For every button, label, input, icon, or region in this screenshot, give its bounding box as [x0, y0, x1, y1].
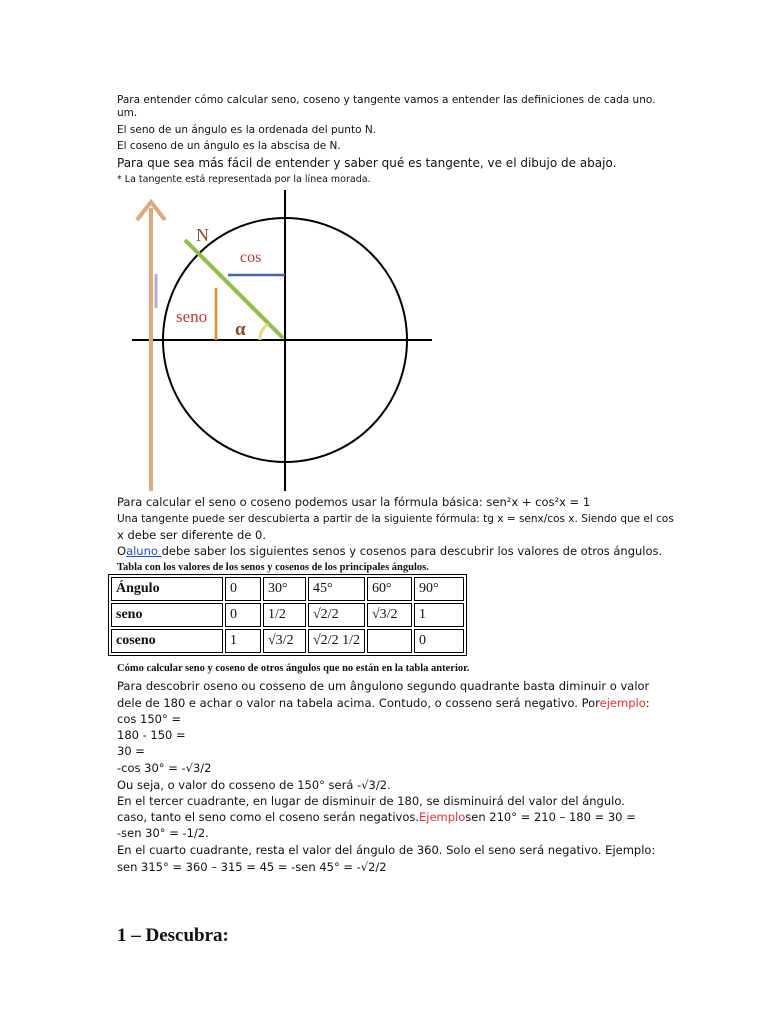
intro-line-6: * La tangente está representada por la línea morada.	[117, 174, 371, 185]
cell-coseno-45: √2/2 1/2	[308, 629, 365, 653]
unit-circle-diagram	[120, 188, 440, 494]
label-cos: cos	[240, 249, 262, 266]
label-seno: seno	[176, 307, 208, 326]
section-line-8: En el tercer cuadrante, en lugar de disminuir de 180, se disminuirá del valor del ángulo.	[117, 794, 625, 808]
formula-line-4	[117, 545, 662, 559]
intro-line-4: El coseno de un ángulo es la abscisa de N.	[117, 140, 341, 152]
section-line-7: Ou seja, o valor do cosseno de 150° será -√3/2.	[117, 778, 391, 792]
section-line-1: Para descobrir oseno ou cosseno de um ângulono segundo quadrante basta diminuir o valor	[117, 679, 650, 693]
trig-values-table	[108, 574, 467, 656]
cell-seno-0: 0	[225, 603, 261, 627]
angle-arc	[260, 324, 268, 340]
cell-seno-45: √2/2	[308, 603, 365, 627]
table-caption: Tabla con los valores de los senos y cosenos de los principales ángulos.	[117, 562, 429, 573]
section-title: Cómo calcular seno y coseno de otros ángulos que no están en la tabla anterior.	[117, 663, 470, 674]
cell-angulo-0: 0	[225, 577, 261, 601]
section-line-6: -cos 30° = -√3/2	[117, 761, 212, 775]
table-row-coseno	[111, 629, 464, 653]
formula-line-4-pre: O	[117, 544, 127, 558]
table-row-seno	[111, 603, 464, 627]
section-line-3: cos 150° =	[117, 712, 181, 726]
section-line-9-post: sen 210° = 210 – 180 = 30 =	[465, 810, 636, 824]
formula-line-4-post: debe saber los siguientes senos y cosenos para descubrir los valores de otros ángulos.	[161, 544, 663, 558]
cell-angulo-60: 60°	[367, 577, 412, 601]
section-line-10: -sen 30° = -1/2.	[117, 826, 209, 840]
aluno-link[interactable]: aluno	[126, 544, 162, 558]
section-line-11: En el cuarto cuadrante, resta el valor del ángulo de 360. Solo el seno será negativo. Ejemplo:	[117, 843, 656, 857]
cell-coseno-0: 1	[225, 629, 261, 653]
cell-coseno-label: coseno	[111, 629, 223, 653]
formula-line-2: Una tangente puede ser descubierta a partir de la siguiente fórmula: tg x = senx/cos x. Siendo que el cos	[117, 513, 674, 525]
intro-line-3: El seno de un ángulo es la ordenada del punto N.	[117, 124, 377, 136]
cell-angulo-90: 90°	[414, 577, 464, 601]
intro-line-5: Para que sea más fácil de entender y saber qué es tangente, ve el dibujo de abajo.	[117, 156, 617, 170]
table-row-angulo	[111, 577, 464, 601]
label-alpha: α	[235, 319, 246, 340]
section-line-5: 30 =	[117, 744, 145, 758]
intro-line-2: um.	[117, 107, 138, 119]
label-n: N	[196, 225, 209, 245]
cell-coseno-30: √3/2	[263, 629, 306, 653]
section-line-9	[117, 811, 636, 825]
cell-angulo-label: Ángulo	[111, 577, 223, 601]
section-line-2	[117, 697, 650, 711]
section-line-9-pre: caso, tanto el seno como el coseno serán negativos.	[117, 810, 419, 824]
formula-line-1: Para calcular el seno o coseno podemos usar la fórmula básica: sen²x + cos²x = 1	[117, 495, 591, 509]
ejemplo-link[interactable]: ejemplo	[599, 696, 646, 710]
cell-seno-30: 1/2	[263, 603, 306, 627]
cell-seno-90: 1	[414, 603, 464, 627]
cell-coseno-90: 0	[414, 629, 464, 653]
section-line-12: sen 315° = 360 – 315 = 45 = -sen 45° = -√2/2	[117, 860, 387, 874]
formula-line-3: x debe ser diferente de 0.	[117, 528, 267, 542]
cell-angulo-45: 45°	[308, 577, 365, 601]
cell-seno-label: seno	[111, 603, 223, 627]
exercise-heading: 1 – Descubra:	[117, 925, 229, 946]
section-line-2-pre: dele de 180 e achar o valor na tabela acima. Contudo, o cosseno será negativo. Por	[117, 696, 600, 710]
intro-line-1: Para entender cómo calcular seno, coseno y tangente vamos a entender las definiciones de cada uno.	[117, 94, 656, 106]
section-line-4: 180 - 150 =	[117, 728, 186, 742]
section-line-2-post: :	[645, 696, 650, 710]
cell-coseno-60	[367, 629, 412, 653]
cell-seno-60: √3/2	[367, 603, 412, 627]
ejemplo-link-2[interactable]: Ejemplo	[419, 810, 466, 824]
cell-angulo-30: 30°	[263, 577, 306, 601]
